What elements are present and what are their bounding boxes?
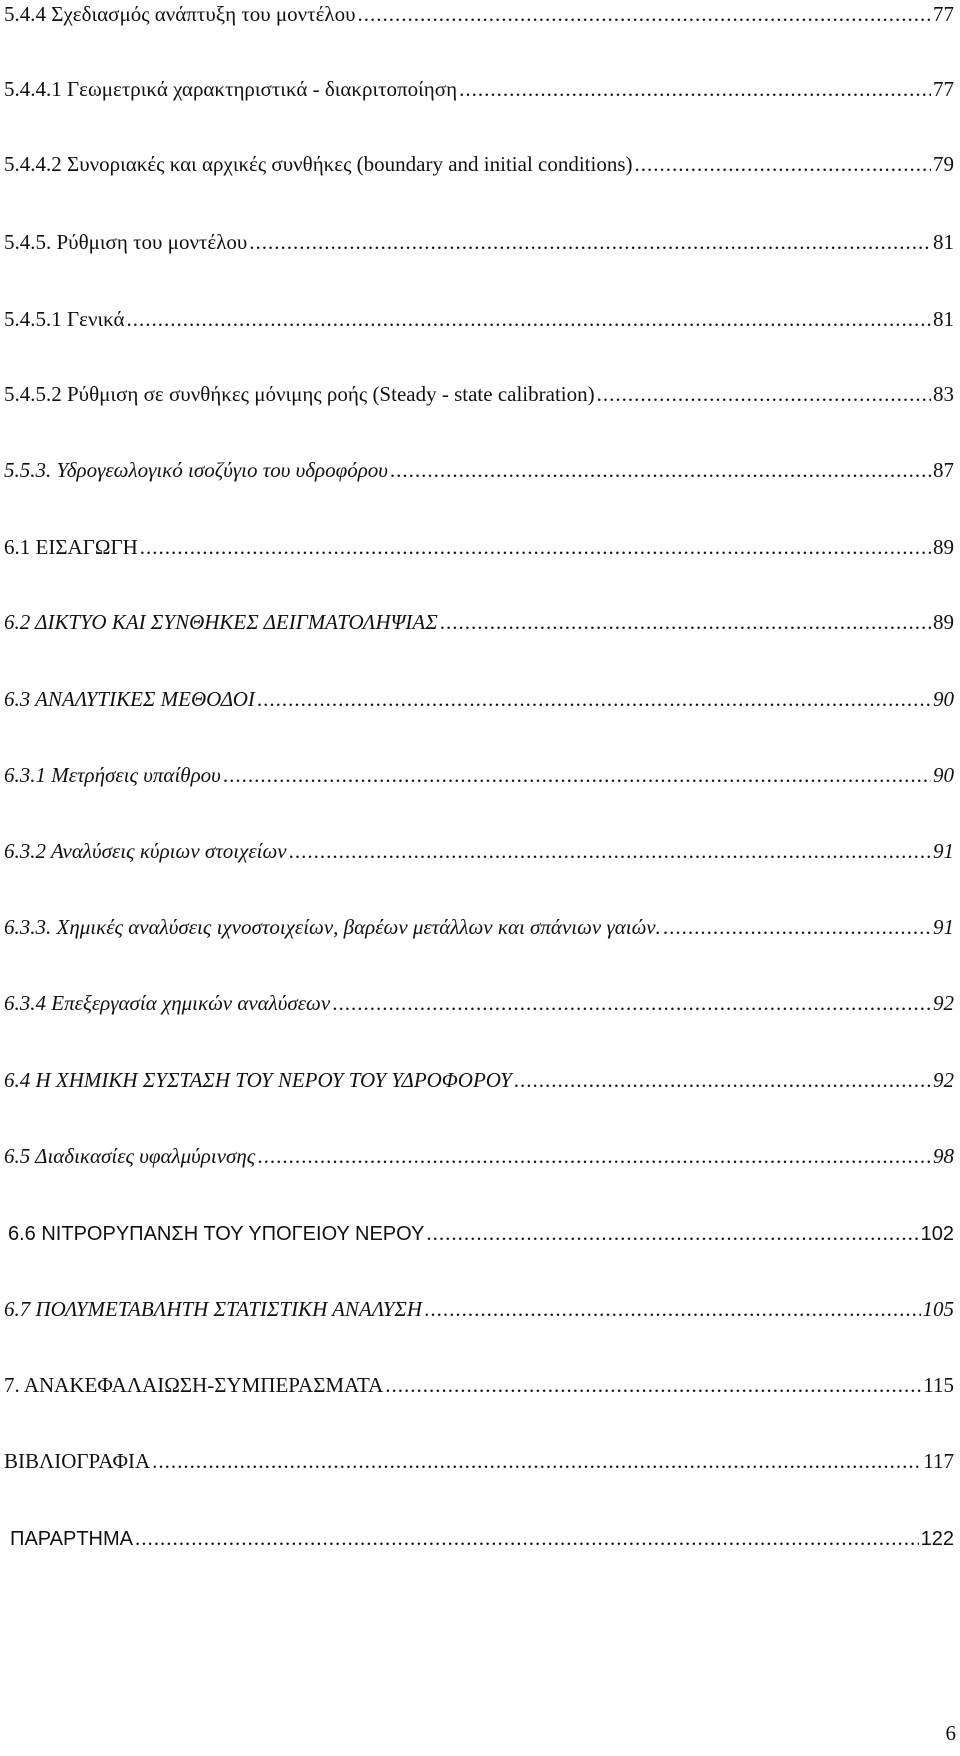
toc-entry-title: ΠΑΡΑΡΤΗΜΑ — [10, 1528, 133, 1550]
dot-leader — [257, 686, 931, 712]
toc-entry[interactable] — [4, 76, 954, 102]
toc-entry-page: 81 — [933, 307, 954, 331]
dot-leader — [127, 306, 931, 332]
toc-entry-page: 77 — [933, 77, 954, 101]
toc-entry-title: 6.3 ΑΝΑΛΥΤΙΚΕΣ ΜΕΘΟΔΟΙ — [4, 687, 255, 711]
toc-entry-page: 87 — [933, 458, 954, 482]
toc-entry-title: ΒΙΒΛΙΟΓΡΑΦΙΑ — [4, 1449, 151, 1473]
dot-leader — [459, 76, 931, 102]
toc-entry-title: 6.3.1 Μετρήσεις υπαίθρου — [4, 763, 221, 787]
toc-entry-title: 7. ΑΝΑΚΕΦΑΛΑΙΩΣΗ-ΣΥΜΠΕΡΑΣΜΑΤΑ — [4, 1373, 384, 1397]
toc-entry-title: 5.4.4.1 Γεωμετρικά χαρακτηριστικά - διακριτοποίηση — [4, 77, 458, 101]
dot-leader — [635, 151, 931, 177]
dot-leader — [332, 990, 931, 1016]
toc-entry[interactable] — [4, 381, 954, 407]
toc-entry[interactable] — [10, 1525, 954, 1552]
dot-leader — [140, 534, 931, 560]
toc-entry[interactable] — [4, 151, 954, 177]
dot-leader — [249, 229, 931, 255]
dot-leader — [663, 914, 931, 940]
toc-entry[interactable] — [4, 838, 954, 864]
toc-entry-page: 91 — [933, 839, 954, 863]
dot-leader — [289, 838, 931, 864]
toc-entry-title: 6.4 Η ΧΗΜΙΚΗ ΣΥΣΤΑΣΗ ΤΟΥ ΝΕΡΟΥ ΤΟΥ ΥΔΡΟΦΟΡΟΥ — [4, 1068, 512, 1092]
toc-entry-title: 5.4.4 Σχεδιασμός ανάπτυξη του μοντέλου — [4, 2, 356, 26]
toc-entry-title: 6.7 ΠΟΛΥΜΕΤΑΒΛΗΤΗ ΣΤΑΤΙΣΤΙΚΗ ΑΝΑΛΥΣΗ — [4, 1297, 423, 1321]
toc-entry-page: 83 — [933, 382, 954, 406]
toc-entry-page: 81 — [933, 230, 954, 254]
toc-entry-page: 90 — [933, 687, 954, 711]
toc-entry[interactable] — [4, 686, 954, 712]
dot-leader — [597, 381, 931, 407]
toc-entry-title: 5.4.4.2 Συνοριακές και αρχικές συνθήκες (boundary and initial conditions) — [4, 152, 633, 176]
toc-entry[interactable] — [4, 1067, 954, 1093]
toc-entry[interactable] — [4, 534, 954, 560]
toc-entry-page: 90 — [933, 763, 954, 787]
page-number: 6 — [945, 1721, 956, 1745]
toc-entry-page: 92 — [933, 991, 954, 1015]
toc-entry-title: 6.5 Διαδικασίες υφαλμύρινσης — [4, 1144, 256, 1168]
toc-entry-page: 79 — [933, 152, 954, 176]
toc-entry-page: 89 — [933, 610, 954, 634]
toc-entry-title: 5.4.5. Ρύθμιση του μοντέλου — [4, 230, 248, 254]
toc-entry[interactable] — [4, 1, 954, 27]
toc-entry-page: 89 — [933, 535, 954, 559]
toc-entry-title: 6.1 ΕΙΣΑΓΩΓΗ — [4, 535, 138, 559]
toc-entry-title: 5.4.5.2 Ρύθμιση σε συνθήκες μόνιμης ροής (Steady - state calibration) — [4, 382, 595, 406]
toc-entry-page: 105 — [922, 1297, 954, 1321]
dot-leader — [440, 609, 931, 635]
dot-leader — [358, 1, 931, 27]
toc-entry[interactable] — [4, 762, 954, 788]
dot-leader — [152, 1448, 921, 1474]
toc-entry-title: 6.3.4 Επεξεργασία χημικών αναλύσεων — [4, 991, 331, 1015]
toc-entry-title: 5.5.3. Υδρογεωλογικό ισοζύγιο του υδροφόρου — [4, 458, 388, 482]
dot-leader — [514, 1067, 931, 1093]
toc-entry-page: 117 — [923, 1449, 954, 1473]
toc-entry[interactable] — [4, 1143, 954, 1169]
toc-entry-title: 5.4.5.1 Γενικά — [4, 307, 125, 331]
dot-leader — [135, 1525, 919, 1551]
toc-entry[interactable] — [4, 306, 954, 332]
toc-entry-page: 77 — [933, 2, 954, 26]
toc-entry[interactable] — [4, 1296, 954, 1322]
toc-entry-page: 102 — [920, 1223, 954, 1245]
toc-entry[interactable] — [4, 609, 954, 635]
toc-entry[interactable] — [4, 1372, 954, 1398]
dot-leader — [223, 762, 931, 788]
toc-entry-page: 92 — [933, 1068, 954, 1092]
dot-leader — [390, 457, 931, 483]
toc-entry-title: 6.3.3. Χημικές αναλύσεις ιχνοστοιχείων, βαρέων μετάλλων και σπάνιων γαιών. — [4, 915, 661, 939]
toc-entry-page: 122 — [920, 1528, 954, 1550]
toc-entry-page: 91 — [933, 915, 954, 939]
toc-entry[interactable] — [4, 914, 954, 940]
toc-entry-page: 98 — [933, 1144, 954, 1168]
dot-leader — [424, 1296, 920, 1322]
toc-entry[interactable] — [8, 1220, 954, 1247]
toc-entry-title: 6.6 ΝΙΤΡΟΡΥΠΑΝΣΗ ΤΟΥ ΥΠΟΓΕΙΟΥ ΝΕΡΟΥ — [8, 1223, 425, 1245]
toc-entry[interactable] — [4, 229, 954, 255]
toc-entry-title: 6.3.2 Αναλύσεις κύριων στοιχείων — [4, 839, 287, 863]
toc-entry-title: 6.2 ΔΙΚΤΥΟ ΚΑΙ ΣΥΝΘΗΚΕΣ ΔΕΙΓΜΑΤΟΛΗΨΙΑΣ — [4, 610, 438, 634]
toc-entry[interactable] — [4, 990, 954, 1016]
toc-entry-page: 115 — [923, 1373, 954, 1397]
dot-leader — [426, 1220, 918, 1246]
toc-entry[interactable] — [4, 1448, 954, 1474]
dot-leader — [257, 1143, 931, 1169]
dot-leader — [385, 1372, 921, 1398]
toc-entry[interactable] — [4, 457, 954, 483]
